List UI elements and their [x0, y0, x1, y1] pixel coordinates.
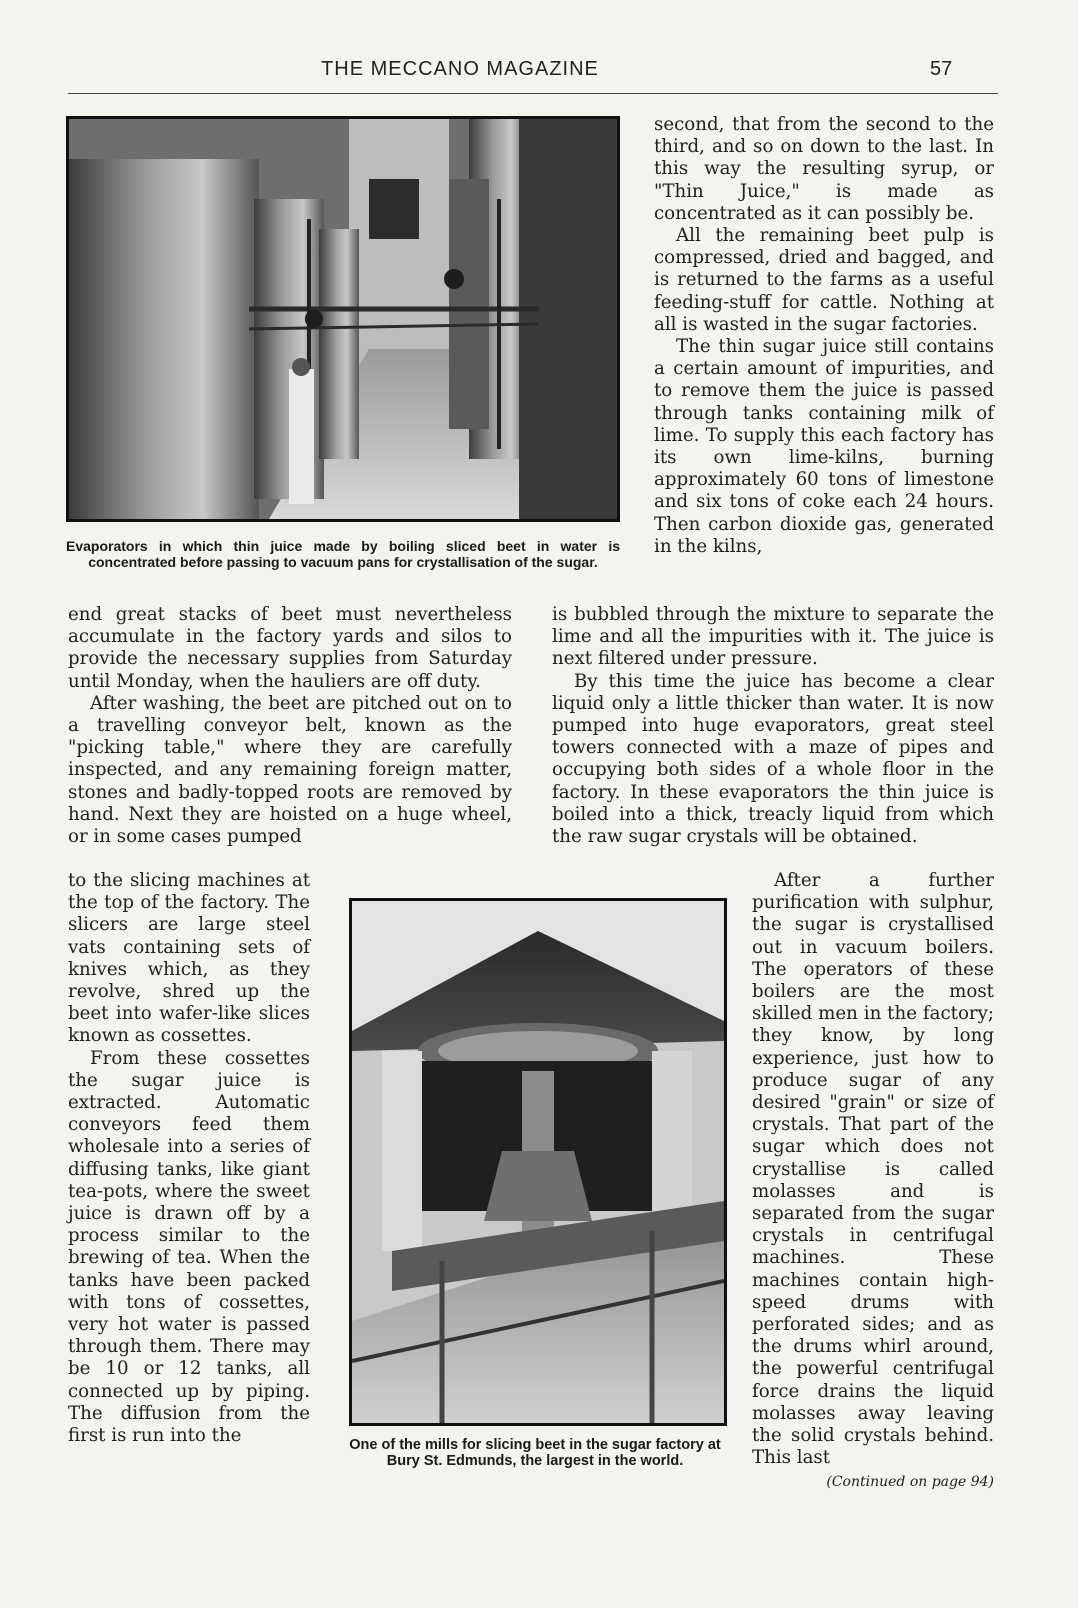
paragraph: is bubbled through the mixture to separate the lime and all the impurities with it. The juice is next filtered under pressure.: [552, 604, 994, 670]
right-column-middle: [552, 604, 994, 848]
paragraph: After a further purification with sulphur, the sugar is crystallised out in vacuum boilers. The operators of these boilers are the most skilled men in the factory; they know, by long experience, just how to produce sugar of any desired "grain" or size of crystals. That part of the sugar which does not crystallise is called molasses and is separated from the sugar crystals in centrifugal machines. These machines contain high-speed drums with perforated sides; and as the drums whirl around, the powerful centrifugal force drains the liquid molasses away leaving the solid crystals behind. This last: [752, 870, 994, 1469]
continued-note: (Continued on page 94): [826, 1474, 994, 1491]
magazine-title: THE MECCANO MAGAZINE: [321, 58, 599, 80]
paragraph: All the remaining beet pulp is compressed, dried and bagged, and is returned to the farms as a useful feeding-stuff for cattle. Nothing at all is wasted in the sugar factories.: [654, 225, 994, 335]
paragraph: The thin sugar juice still contains a certain amount of impurities, and to remove them the juice is passed through tanks containing milk of lime. To supply this each factory has its own lime-kilns, burning approximately 60 tons of limestone and six tons of coke each 24 hours. Then carbon dioxide gas, generated in the kilns,: [654, 336, 994, 557]
evaporators-caption: Evaporators in which thin juice made by boiling sliced beet in water is concentrated before passing to vacuum pans for crystallisation of the sugar.: [66, 538, 620, 570]
paragraph: end great stacks of beet must nevertheless accumulate in the factory yards and silos to provide the necessary supplies from Saturday until Monday, when the hauliers are off duty.: [68, 604, 512, 692]
paragraph: From these cossettes the sugar juice is extracted. Automatic conveyors feed them wholesale into a series of diffusing tanks, like giant tea-pots, where the sweet juice is drawn off by a process similar to the brewing of tea. When the tanks have been packed with tons of cossettes, very hot water is passed through them. There may be 10 or 12 tanks, all connected up by piping. The diffusion from the first is run into the: [68, 1047, 310, 1447]
left-column-middle: [68, 604, 512, 848]
paragraph: By this time the juice has become a clear liquid only a little thicker than water. It is now pumped into huge evaporators, great steel towers connected with a maze of pipes and occupying both sides of a whole floor in the factory. In these evaporators the thin juice is boiled into a thick, treacly liquid from which the raw sugar crystals will be obtained.: [552, 670, 994, 848]
right-column-top: [654, 114, 994, 558]
paragraph: second, that from the second to the third, and so on down to the last. In this way the resulting syrup, or "Thin Juice," is made as concentrated as it can possibly be.: [654, 114, 994, 224]
left-column-bottom: [68, 870, 310, 1447]
header-rule: [68, 93, 998, 94]
mill-caption: One of the mills for slicing beet in the sugar factory at Bury St. Edmunds, the largest in the world.: [349, 1437, 721, 1469]
page-number: 57: [930, 58, 953, 80]
slicing-mill-photo: [349, 898, 727, 1426]
paragraph: to the slicing machines at the top of the factory. The slicers are large steel vats containing sets of knives which, as they revolve, shred up the beet into wafer-like slices known as cossettes.: [68, 870, 310, 1047]
paragraph: After washing, the beet are pitched out on to a travelling conveyor belt, known as the "picking table," where they are carefully inspected, and any remaining foreign matter, stones and badly-topped roots are removed by hand. Next they are hoisted on a huge wheel, or in some cases pumped: [68, 692, 512, 848]
right-column-bottom: [752, 870, 994, 1494]
evaporators-photo: [66, 116, 620, 522]
